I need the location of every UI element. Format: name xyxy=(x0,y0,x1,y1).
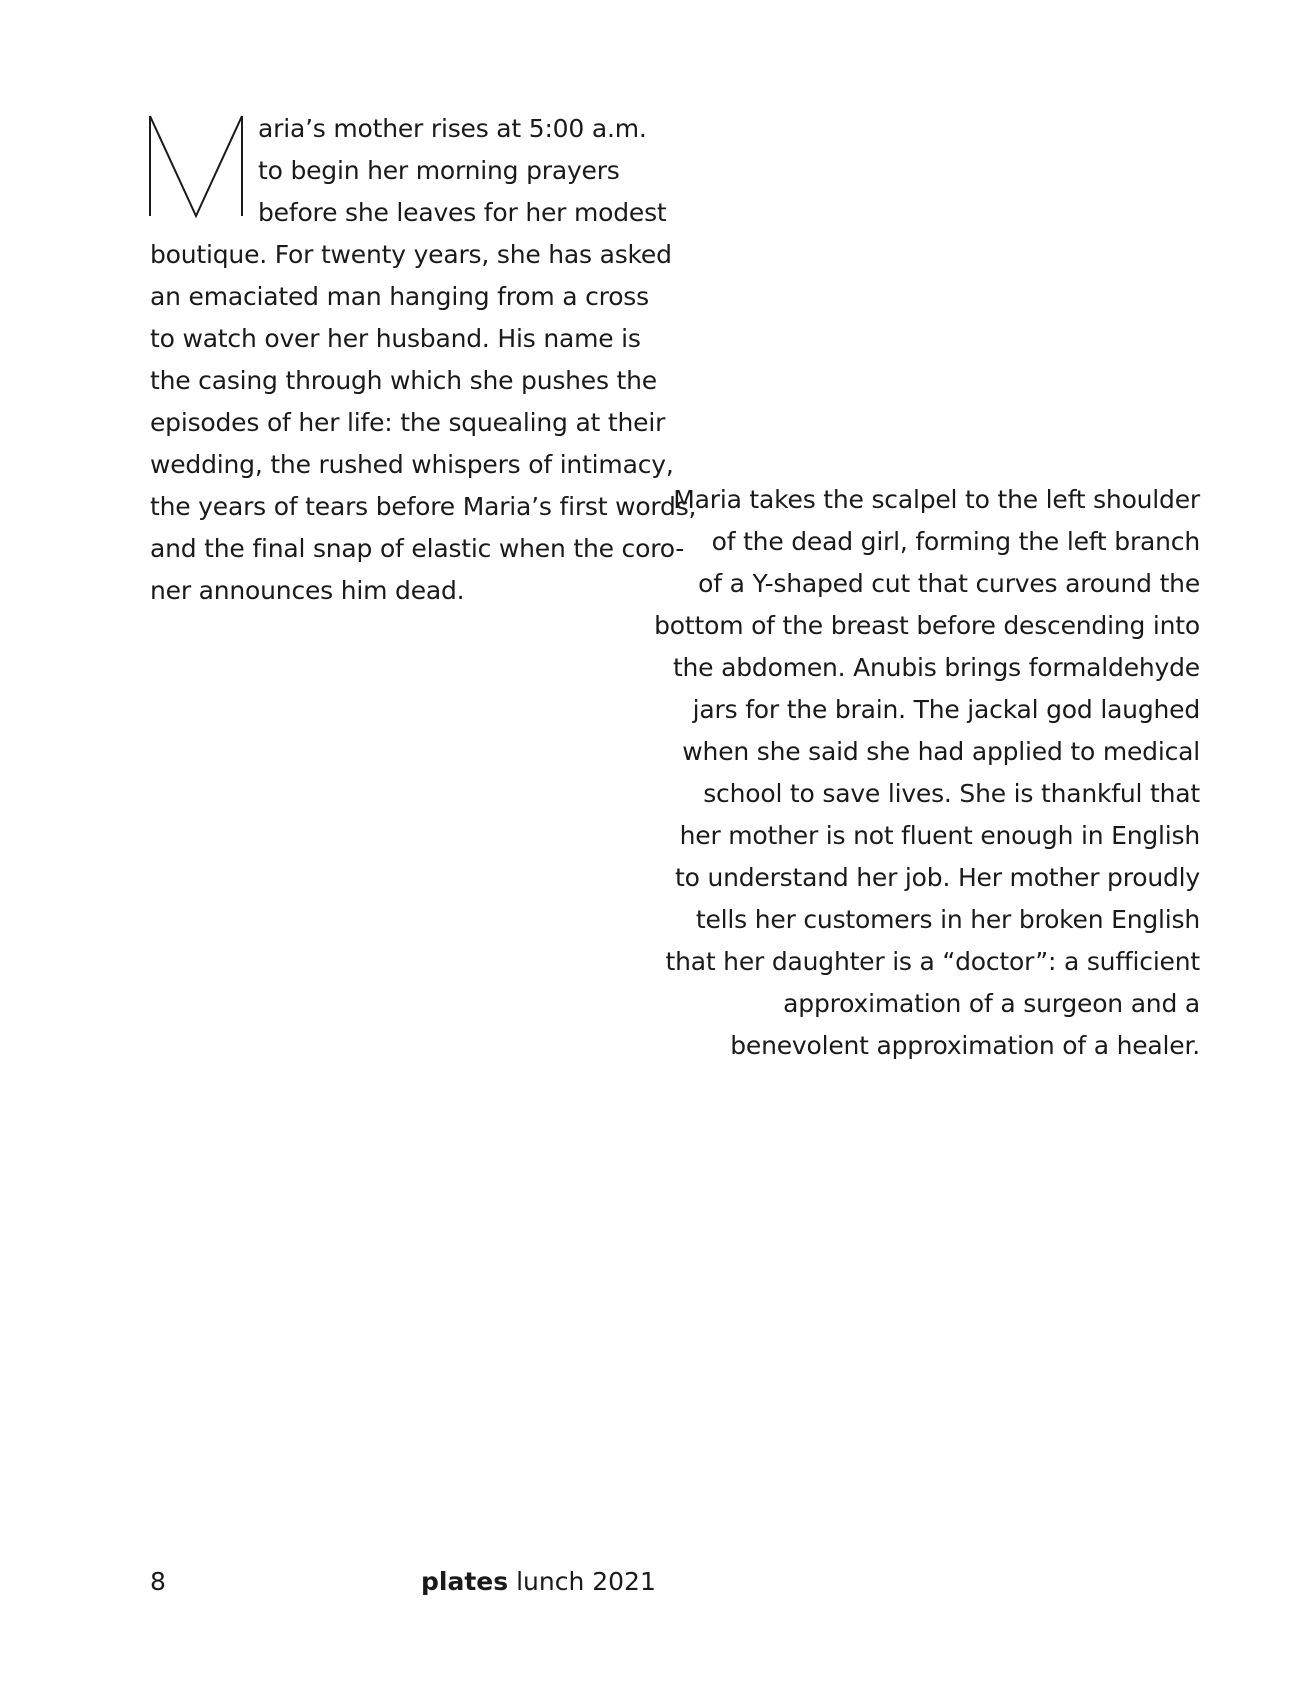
issue-label: lunch 2021 xyxy=(516,1567,656,1596)
running-footer xyxy=(421,1566,656,1598)
text-line: jars for the brain. The jackal god laughed xyxy=(692,695,1200,724)
text-line: her mother is not fluent enough in English xyxy=(679,821,1200,850)
text-line: that her daughter is a “doctor”: a sufficient xyxy=(665,947,1200,976)
text-line: an emaciated man hanging from a cross xyxy=(150,282,649,311)
text-line: wedding, the rushed whispers of intimacy, xyxy=(150,450,674,479)
text-line: before she leaves for her modest xyxy=(258,198,667,227)
text-line: ner announces him dead. xyxy=(150,576,465,605)
text-line: to begin her morning prayers xyxy=(258,156,620,185)
text-line: school to save lives. She is thankful that xyxy=(703,779,1200,808)
text-line: when she said she had applied to medical xyxy=(682,737,1200,766)
text-line: of a Y-shaped cut that curves around the xyxy=(698,569,1200,598)
text-line: of the dead girl, forming the left branch xyxy=(711,527,1200,556)
text-line: bottom of the breast before descending into xyxy=(654,611,1200,640)
text-line: aria’s mother rises at 5:00 a.m. xyxy=(258,114,647,143)
page-number: 8 xyxy=(150,1567,166,1596)
text-line: the years of tears before Maria’s first words, xyxy=(150,492,697,521)
text-line: benevolent approximation of a healer. xyxy=(730,1031,1200,1060)
text-line: to understand her job. Her mother proudly xyxy=(675,863,1200,892)
text-line: approximation of a surgeon and a xyxy=(783,989,1200,1018)
text-line: tells her customers in her broken English xyxy=(695,905,1200,934)
left-column xyxy=(150,108,697,612)
text-line: episodes of her life: the squealing at their xyxy=(150,408,666,437)
right-column xyxy=(640,479,1200,1067)
text-line: the abdomen. Anubis brings formaldehyde xyxy=(672,653,1200,682)
publication-name: plates xyxy=(421,1567,509,1596)
text-line: boutique. For twenty years, she has asked xyxy=(150,240,672,269)
text-line: Maria takes the scalpel to the left shoulder xyxy=(673,485,1200,514)
text-line: and the final snap of elastic when the coro- xyxy=(150,534,685,563)
text-line: to watch over her husband. His name is xyxy=(150,324,641,353)
text-line: the casing through which she pushes the xyxy=(150,366,657,395)
